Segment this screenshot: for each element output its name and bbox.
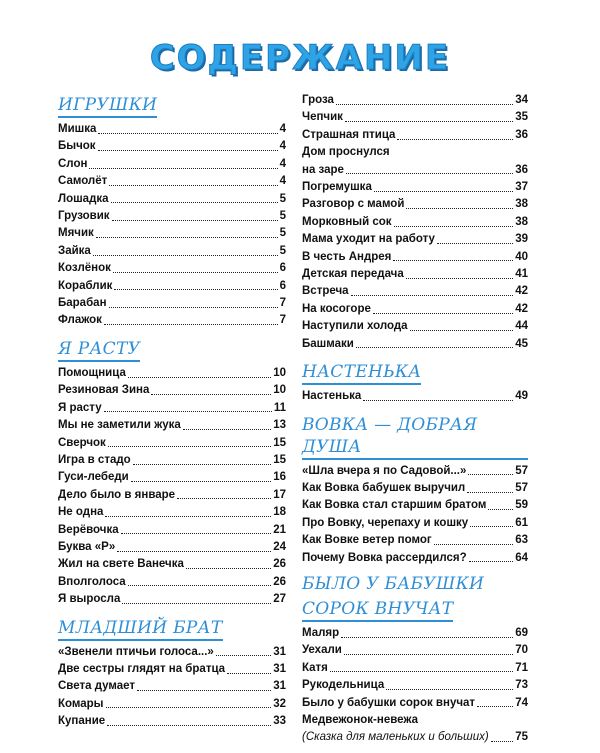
entry-title: Гуси-лебеди [58, 471, 129, 484]
page-number: 11 [273, 401, 286, 414]
toc-entry[interactable] [302, 677, 528, 694]
dot-leader [104, 323, 278, 325]
dot-leader [393, 259, 513, 261]
page-number: 64 [515, 551, 528, 564]
page-number: 13 [273, 419, 286, 432]
dot-leader [105, 515, 271, 517]
toc-entry[interactable] [302, 266, 528, 283]
entry-title: Было у бабушки сорок внучат [302, 696, 476, 709]
dot-leader [363, 399, 513, 401]
section-title: ИГРУШКИ [58, 94, 157, 118]
page-number: 31 [273, 645, 286, 658]
toc-entry[interactable] [302, 388, 528, 405]
page-number: 44 [515, 320, 528, 333]
toc-entry[interactable] [58, 417, 286, 434]
entry-title: Резиновая Зина [58, 384, 150, 397]
toc-entry[interactable] [58, 365, 286, 382]
toc-section [58, 336, 286, 609]
toc-entry[interactable] [58, 312, 286, 329]
dot-leader [469, 560, 514, 562]
entry-title: Страшная птица [302, 128, 396, 141]
entry-title: Не одна [58, 506, 104, 519]
toc-entry[interactable] [302, 336, 528, 353]
dot-leader [107, 724, 271, 726]
entry-title: Мама уходит на работу [302, 233, 435, 246]
page-number: 73 [515, 679, 528, 692]
page-number: 5 [279, 210, 286, 223]
page-number: 75 [515, 731, 528, 744]
dot-leader [108, 445, 271, 447]
toc-entry[interactable] [302, 532, 528, 549]
toc-entry[interactable] [302, 480, 528, 497]
page-number: 31 [273, 662, 286, 675]
dot-leader [216, 654, 271, 656]
page-number: 49 [515, 390, 528, 403]
page-number: 18 [273, 506, 286, 519]
page-number: 32 [273, 697, 286, 710]
dot-leader [397, 138, 513, 140]
toc-entry[interactable] [58, 138, 286, 155]
dot-leader [151, 393, 271, 395]
entry-title: Зайка [58, 244, 91, 257]
page-number: 34 [515, 94, 528, 106]
entry-title: «Звенели птичьи голоса...» [58, 645, 214, 658]
dot-leader [121, 532, 272, 534]
right-column [302, 92, 528, 753]
entry-title: Про Вовку, черепаху и кошку [302, 516, 469, 529]
dot-leader [128, 584, 272, 586]
dot-leader [114, 288, 277, 290]
entry-title: Две сестры глядят на братца [58, 662, 226, 675]
entry-title: Мячик [58, 227, 94, 240]
section-title: СОРОК ВНУЧАТ [302, 598, 453, 622]
page-number: 16 [273, 471, 286, 484]
toc-section [302, 359, 528, 405]
dot-leader [373, 312, 513, 314]
dot-leader [227, 672, 271, 674]
toc-entry[interactable] [58, 435, 286, 452]
toc-entry[interactable] [58, 556, 286, 573]
toc-entry[interactable] [302, 497, 528, 514]
toc-entry[interactable] [58, 696, 286, 713]
entry-title: В честь Андрея [302, 250, 392, 263]
toc-entry[interactable] [302, 127, 528, 144]
toc-entry[interactable] [58, 191, 286, 208]
toc-entry[interactable] [58, 661, 286, 678]
page-number: 74 [515, 696, 528, 709]
toc-section [302, 412, 528, 567]
toc-entry[interactable] [58, 504, 286, 521]
dot-leader [104, 410, 272, 412]
dot-leader [356, 346, 513, 348]
toc-section [58, 615, 286, 731]
dot-leader [410, 329, 514, 331]
left-column [58, 92, 286, 737]
page-number: 57 [515, 464, 528, 477]
page-number: 4 [279, 175, 286, 188]
toc-entry[interactable] [58, 295, 286, 312]
entry-title: Буква «Р» [58, 540, 116, 553]
entry-title: Башмаки [302, 337, 354, 350]
toc-entry[interactable] [58, 173, 286, 190]
entry-title: Наступили холода [302, 320, 408, 333]
page-number: 10 [273, 384, 286, 397]
entry-title-line: Дом проснулся [302, 146, 390, 159]
page-number: 24 [273, 540, 286, 553]
entry-title: Маляр [302, 626, 340, 639]
entry-title: Слон [58, 157, 88, 170]
dot-leader [109, 306, 278, 308]
toc-entry[interactable] [302, 625, 528, 642]
toc-entry[interactable] [302, 318, 528, 335]
page-number: 39 [515, 233, 528, 246]
entry-title: Я расту [58, 401, 102, 414]
dot-leader [406, 277, 513, 279]
entry-title: Света думает [58, 680, 136, 693]
entry-title: Чепчик [302, 111, 343, 124]
toc-entry[interactable] [302, 179, 528, 196]
toc-entry[interactable] [302, 283, 528, 300]
page-number: 70 [515, 644, 528, 657]
dot-leader [477, 705, 513, 707]
toc-entry[interactable] [58, 382, 286, 399]
dot-leader [346, 172, 513, 174]
entry-title: Дело было в январе [58, 488, 176, 501]
toc-entry[interactable] [58, 400, 286, 417]
dot-leader [374, 190, 513, 192]
page-number: 40 [515, 250, 528, 263]
toc-entry[interactable] [58, 469, 286, 486]
section-title: МЛАДШИЙ БРАТ [58, 617, 223, 641]
toc-entry[interactable] [302, 231, 528, 248]
dot-leader [111, 201, 278, 203]
toc-entry[interactable] [302, 515, 528, 532]
entry-title: Детская передача [302, 268, 404, 281]
page-number: 69 [515, 626, 528, 639]
toc-entry[interactable] [58, 452, 286, 469]
page-number: 4 [279, 123, 286, 135]
page-number: 31 [273, 680, 286, 693]
section-title: ВОВКА — ДОБРАЯ ДУША [302, 414, 528, 460]
entry-title: Грузовик [58, 210, 110, 223]
entry-title: на заре [302, 163, 344, 176]
dot-leader [122, 602, 271, 604]
dot-leader [341, 636, 513, 638]
toc-entry[interactable] [302, 162, 528, 179]
dot-leader [109, 184, 277, 186]
page-number: 27 [273, 593, 286, 606]
entry-title: Мы не заметили жука [58, 419, 181, 432]
toc-entry[interactable] [58, 487, 286, 504]
page-number: 63 [515, 534, 528, 547]
dot-leader [112, 219, 278, 221]
entry-title: Я выросла [58, 593, 121, 606]
page-title: СОДЕРЖАНИЕ [149, 38, 451, 78]
section-title: НАСТЕНЬКА [302, 361, 421, 385]
entry-title: Как Вовка бабушек выручил [302, 481, 466, 494]
page-number: 21 [273, 523, 286, 536]
toc-entry[interactable] [58, 574, 286, 591]
page-number: 4 [279, 140, 286, 153]
toc-entry[interactable] [302, 214, 528, 231]
entry-title: Барабан [58, 297, 107, 310]
dot-leader [344, 653, 513, 655]
page-number: 36 [515, 163, 528, 176]
entry-title: Морковный сок [302, 215, 392, 228]
toc-entry[interactable] [58, 522, 286, 539]
page-number: 33 [273, 715, 286, 728]
toc-section [302, 573, 528, 747]
dot-leader [177, 497, 271, 499]
toc-entry[interactable] [302, 695, 528, 712]
entry-title: Гроза [302, 94, 334, 106]
dot-leader [491, 740, 514, 742]
entry-title: (Сказка для маленьких и больших) [302, 731, 489, 744]
page-number: 5 [279, 244, 286, 257]
entry-title: Кораблик [58, 279, 113, 292]
entry-title: На косогоре [302, 302, 371, 315]
page-number: 10 [273, 366, 286, 379]
dot-leader [434, 543, 514, 545]
entry-title: Комары [58, 697, 104, 710]
dot-leader [113, 271, 278, 273]
dot-leader [488, 508, 513, 510]
dot-leader [98, 149, 278, 151]
page-number: 7 [279, 314, 286, 327]
page-number: 15 [273, 436, 286, 449]
page-number: 36 [515, 128, 528, 141]
dot-leader [394, 225, 514, 227]
page-number: 42 [515, 302, 528, 315]
entry-title-line: Медвежонок-невежа [302, 713, 419, 726]
entry-title: Погремушка [302, 181, 372, 194]
section-title: Я РАСТУ [58, 338, 140, 362]
entry-title: Флажок [58, 314, 102, 327]
page-number: 5 [279, 227, 286, 240]
toc-entry[interactable] [58, 278, 286, 295]
toc-entry[interactable] [58, 243, 286, 260]
dot-leader [117, 550, 271, 552]
toc-entry[interactable] [302, 463, 528, 480]
toc-entry[interactable] [302, 301, 528, 318]
entry-title: Игра в стадо [58, 453, 131, 466]
entry-title: Бычок [58, 140, 96, 153]
dot-leader [345, 120, 513, 122]
toc-entry[interactable] [58, 713, 286, 730]
toc-entry[interactable] [58, 225, 286, 242]
entry-title: Сверчок [58, 436, 106, 449]
toc-entry[interactable] [302, 550, 528, 567]
toc-entry[interactable] [302, 92, 528, 109]
entry-title: Козлёнок [58, 262, 111, 275]
dot-leader [131, 480, 271, 482]
page-number: 26 [273, 558, 286, 571]
entry-title: Верёвочка [58, 523, 119, 536]
page-number: 26 [273, 575, 286, 588]
toc-entry[interactable] [58, 121, 286, 138]
page-number: 5 [279, 192, 286, 205]
page-number: 4 [279, 157, 286, 170]
entry-title: Мишка [58, 123, 97, 135]
dot-leader [106, 706, 272, 708]
page-number: 6 [279, 262, 286, 275]
toc-entry[interactable] [58, 208, 286, 225]
toc-entry[interactable] [302, 109, 528, 126]
page-number: 35 [515, 111, 528, 124]
page-number: 6 [279, 279, 286, 292]
toc-entry[interactable] [58, 591, 286, 608]
entry-title: Встреча [302, 285, 349, 298]
dot-leader [386, 688, 513, 690]
page-number: 7 [279, 297, 286, 310]
dot-leader [93, 254, 278, 256]
dot-leader [351, 294, 514, 296]
dot-leader [137, 689, 271, 691]
page-number: 38 [515, 198, 528, 211]
toc-entry[interactable] [302, 642, 528, 659]
toc-entry[interactable] [58, 156, 286, 173]
dot-leader [437, 242, 513, 244]
page-number: 61 [515, 516, 528, 529]
dot-leader [330, 670, 513, 672]
dot-leader [468, 473, 513, 475]
dot-leader [98, 132, 277, 134]
entry-title: Уехали [302, 644, 342, 657]
page-number: 37 [515, 181, 528, 194]
entry-title: Лошадка [58, 192, 109, 205]
entry-title: Купание [58, 715, 106, 728]
page-number: 45 [515, 337, 528, 350]
toc-entry[interactable] [58, 644, 286, 661]
page-number: 17 [273, 488, 286, 501]
entry-title: Катя [302, 661, 328, 674]
toc-entry[interactable] [302, 249, 528, 266]
entry-title: Рукодельница [302, 679, 385, 692]
toc-entry[interactable] [58, 678, 286, 695]
dot-leader [133, 463, 272, 465]
page-number: 57 [515, 481, 528, 494]
dot-leader [406, 207, 513, 209]
dot-leader [186, 567, 271, 569]
entry-title: Почему Вовка рассердился? [302, 551, 467, 564]
page-number: 42 [515, 285, 528, 298]
entry-title: Как Вовке ветер помог [302, 534, 432, 547]
page-number: 71 [515, 661, 528, 674]
entry-title: Помощница [58, 366, 126, 379]
toc-entry[interactable] [302, 660, 528, 677]
dot-leader [89, 167, 277, 169]
section-title: БЫЛО У БАБУШКИ [302, 573, 485, 594]
toc-section [58, 92, 286, 330]
dot-leader [336, 103, 513, 105]
entry-title: «Шла вчера я по Садовой...» [302, 464, 467, 477]
entry-title: Вполголоса [58, 575, 126, 588]
toc-entry[interactable] [302, 729, 528, 746]
entry-title: Жил на свете Ванечка [58, 558, 184, 571]
toc-entry[interactable] [58, 539, 286, 556]
page-number: 59 [515, 499, 528, 512]
dot-leader [128, 376, 271, 378]
page-number: 38 [515, 215, 528, 228]
page-number: 41 [515, 268, 528, 281]
entry-title: Как Вовка стал старшим братом [302, 499, 487, 512]
entry-title: Самолёт [58, 175, 108, 188]
dot-leader [467, 491, 513, 493]
toc-entry[interactable] [302, 196, 528, 213]
entry-title: Разговор с мамой [302, 198, 405, 211]
page-number: 15 [273, 453, 286, 466]
toc-entry[interactable] [58, 260, 286, 277]
dot-leader [470, 525, 513, 527]
dot-leader [183, 428, 271, 430]
entry-title: Настенька [302, 390, 362, 403]
dot-leader [96, 236, 278, 238]
